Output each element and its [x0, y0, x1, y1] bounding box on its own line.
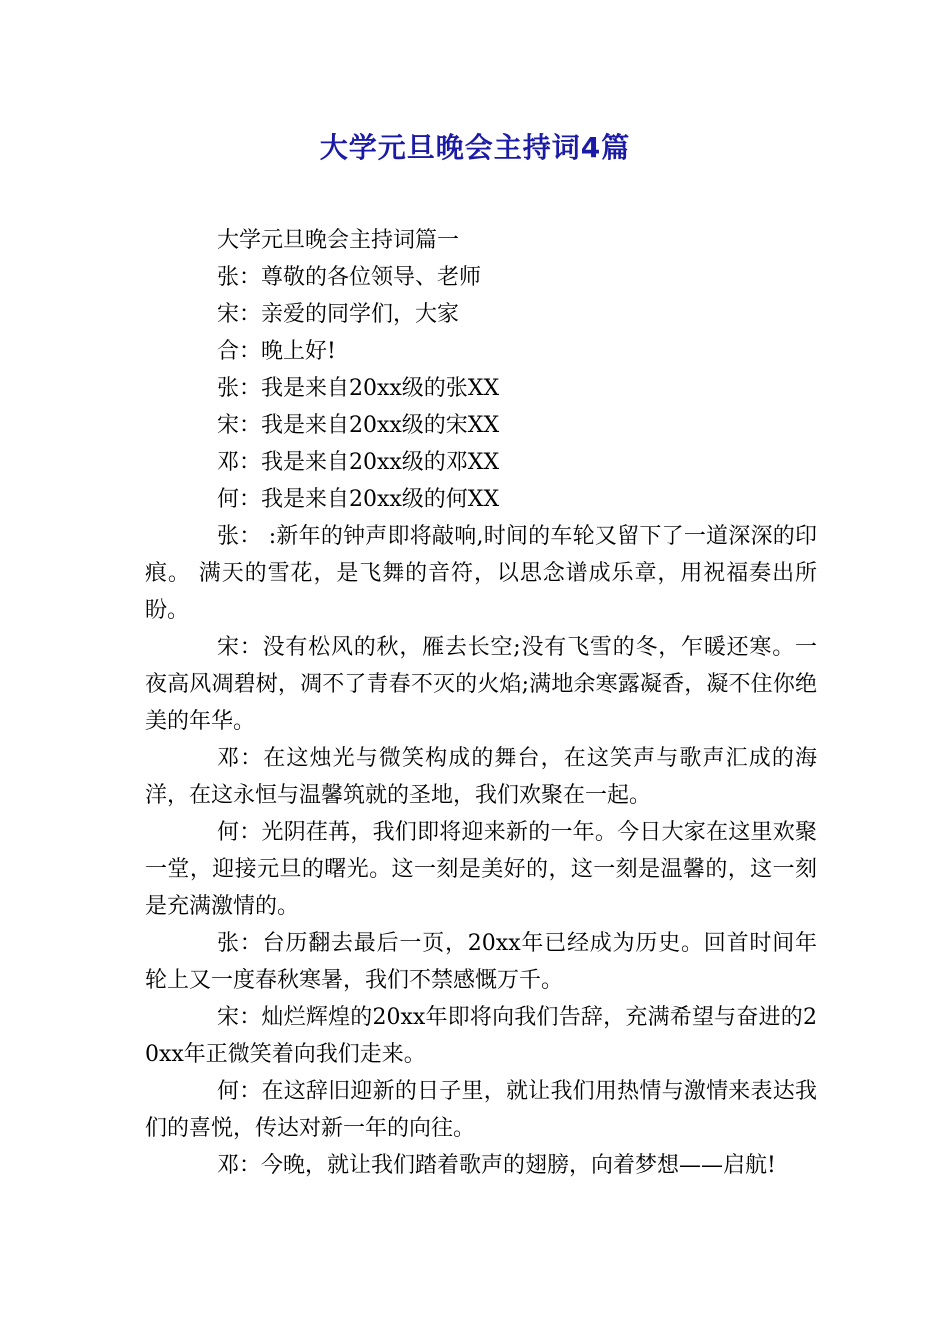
paragraph: 何：我是来自20xx级的何XX: [217, 487, 500, 512]
paragraph: 宋：没有松风的秋，雁去长空;没有飞雪的冬，乍暖还寒。一夜高风凋碧树，凋不了青春不灭的火焰;满地余寒露凝香，凝不住你绝美的年华。: [145, 635, 817, 734]
paragraph: 邓：在这烛光与微笑构成的舞台，在这笑声与歌声汇成的海洋，在这永恒与温馨筑就的圣地，我们欢聚在一起。: [145, 746, 817, 808]
paragraph: 何：光阴荏苒，我们即将迎来新的一年。今日大家在这里欢聚一堂，迎接元旦的曙光。这一刻是美好的，这一刻是温馨的，这一刻是充满激情的。: [145, 820, 817, 919]
paragraph: 张：我是来自20xx级的张XX: [217, 376, 500, 401]
paragraph: 宋：亲爱的同学们，大家: [217, 302, 460, 327]
paragraph: 邓：今晚，就让我们踏着歌声的翅膀，向着梦想——启航!: [217, 1153, 776, 1178]
paragraph: 张： :新年的钟声即将敲响,时间的车轮又留下了一道深深的印痕。 满天的雪花，是飞舞的音符，以思念谱成乐章，用祝福奏出所盼。: [145, 524, 817, 623]
paragraph: 宋：灿烂辉煌的20xx年即将向我们告辞，充满希望与奋进的20xx年正微笑着向我们走来。: [145, 1005, 817, 1067]
document-title: 大学元旦晚会主持词4篇: [319, 131, 631, 164]
paragraph: 大学元旦晚会主持词篇一: [217, 228, 460, 253]
paragraph: 合：晚上好!: [217, 339, 336, 364]
document-body: [145, 222, 817, 1184]
paragraph: 何：在这辞旧迎新的日子里，就让我们用热情与激情来表达我们的喜悦，传达对新一年的向往。: [145, 1079, 817, 1141]
paragraph: 宋：我是来自20xx级的宋XX: [217, 413, 500, 438]
paragraph: 张：尊敬的各位领导、老师: [217, 265, 482, 290]
paragraph: 张：台历翻去最后一页，20xx年已经成为历史。回首时间年轮上又一度春秋寒暑，我们不禁感慨万千。: [145, 931, 817, 993]
paragraph: 邓：我是来自20xx级的邓XX: [217, 450, 500, 475]
